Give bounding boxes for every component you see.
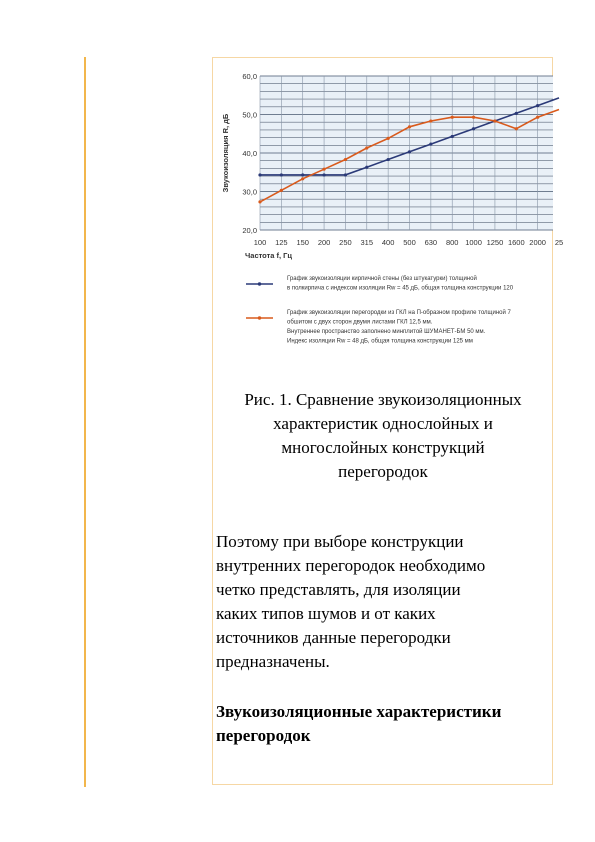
data-point-series-2 xyxy=(493,119,496,122)
data-point-series-2 xyxy=(322,168,325,171)
legend-text-line: Индекс изоляции Rw = 48 дБ, общая толщина конструкции 125 мм xyxy=(287,338,473,345)
figure xyxy=(213,58,564,363)
y-tick-label: 60,0 xyxy=(242,72,257,81)
x-tick-label: 315 xyxy=(360,238,374,247)
paragraph-line: источников данные перегородки xyxy=(216,628,451,647)
legend-text-line: обшитом с двух сторон двумя листами ГКЛ 12,5 мм. xyxy=(287,319,433,326)
legend xyxy=(246,275,514,345)
data-point-series-1 xyxy=(301,173,304,176)
data-point-series-1 xyxy=(472,127,475,130)
y-tick-label: 50,0 xyxy=(242,110,257,120)
data-point-series-1 xyxy=(515,112,518,115)
y-tick-label: 30,0 xyxy=(242,187,257,197)
x-tick-label: 400 xyxy=(381,238,395,247)
data-point-series-1 xyxy=(408,150,411,153)
data-point-series-2 xyxy=(536,116,539,119)
y-axis-label: Звукоизоляция R, дБ xyxy=(221,113,230,193)
legend-text-line: График звукоизоляции кирпичной стены (без штукатурки) толщиной xyxy=(287,276,477,282)
caption-line: Рис. 1. Сравнение звукоизоляционных xyxy=(244,390,522,409)
caption-line: перегородок xyxy=(338,462,428,481)
y-tick-label: 20,0 xyxy=(242,226,257,235)
data-point-series-1 xyxy=(387,158,390,161)
body-paragraph xyxy=(216,530,550,674)
x-tick-label: 100 xyxy=(253,238,267,247)
paragraph-line: внутренних перегородок необходимо xyxy=(216,556,486,575)
data-point-series-2 xyxy=(408,125,411,128)
data-point-series-2 xyxy=(344,158,347,161)
x-tick-label: 800 xyxy=(445,238,459,247)
legend-swatch-marker xyxy=(258,282,261,285)
data-point-series-1 xyxy=(258,173,261,176)
sound-insulation-chart xyxy=(213,58,564,363)
left-margin-rule xyxy=(84,57,86,787)
x-tick-label: 1250 xyxy=(486,238,504,247)
data-point-series-1 xyxy=(280,173,283,176)
data-point-series-2 xyxy=(387,137,390,140)
x-tick-label: 2000 xyxy=(529,238,546,247)
paragraph-line: предназначены. xyxy=(216,652,330,671)
x-tick-label: 125 xyxy=(275,238,288,247)
section-heading xyxy=(216,700,550,748)
data-point-series-1 xyxy=(536,104,539,107)
x-tick-label: 25 xyxy=(554,238,564,247)
legend-text-line: в полкирпича с индексом изоляции Rw = 45 дБ, общая толщина конструкции 120 xyxy=(287,285,514,292)
data-point-series-2 xyxy=(280,189,283,192)
caption-line: характеристик однослойных и xyxy=(273,414,493,433)
figure-caption xyxy=(216,388,550,484)
caption-line: многослойных конструкций xyxy=(281,438,485,457)
x-tick-label: 150 xyxy=(296,238,309,247)
data-point-series-2 xyxy=(258,200,261,203)
data-point-series-2 xyxy=(472,116,475,119)
legend-text-line: Внутреннее пространство заполнено минплитой ШУМАНЕТ-БМ 50 мм. xyxy=(287,329,486,335)
paragraph-line: четко представлять, для изоляции xyxy=(216,580,461,599)
data-point-series-2 xyxy=(301,177,304,180)
legend-swatch-marker xyxy=(258,316,261,319)
data-point-series-1 xyxy=(344,173,347,176)
x-tick-label: 250 xyxy=(339,238,352,247)
data-point-series-2 xyxy=(429,119,432,122)
heading-line: перегородок xyxy=(216,726,311,745)
data-point-series-1 xyxy=(365,166,368,169)
data-point-series-1 xyxy=(451,135,454,138)
x-axis-label: Частота f, Гц xyxy=(245,251,293,260)
data-point-series-2 xyxy=(451,116,454,119)
x-tick-label: 500 xyxy=(403,238,416,247)
y-tick-label: 40,0 xyxy=(242,149,257,158)
data-point-series-2 xyxy=(365,146,368,149)
x-tick-label: 200 xyxy=(317,238,331,247)
x-tick-label: 1600 xyxy=(507,238,525,247)
legend-text-line: График звукоизоляции перегородки из ГКЛ на П-образном профиле толщиной 7 xyxy=(287,310,511,316)
data-point-series-1 xyxy=(322,173,325,176)
heading-line: Звукоизоляционные характеристики xyxy=(216,702,502,721)
paragraph-line: каких типов шумов и от каких xyxy=(216,604,436,623)
x-tick-label: 630 xyxy=(424,238,438,247)
data-point-series-1 xyxy=(429,143,432,146)
paragraph-line: Поэтому при выборе конструкции xyxy=(216,532,464,551)
x-tick-label: 1000 xyxy=(465,238,482,247)
data-point-series-2 xyxy=(515,127,518,130)
